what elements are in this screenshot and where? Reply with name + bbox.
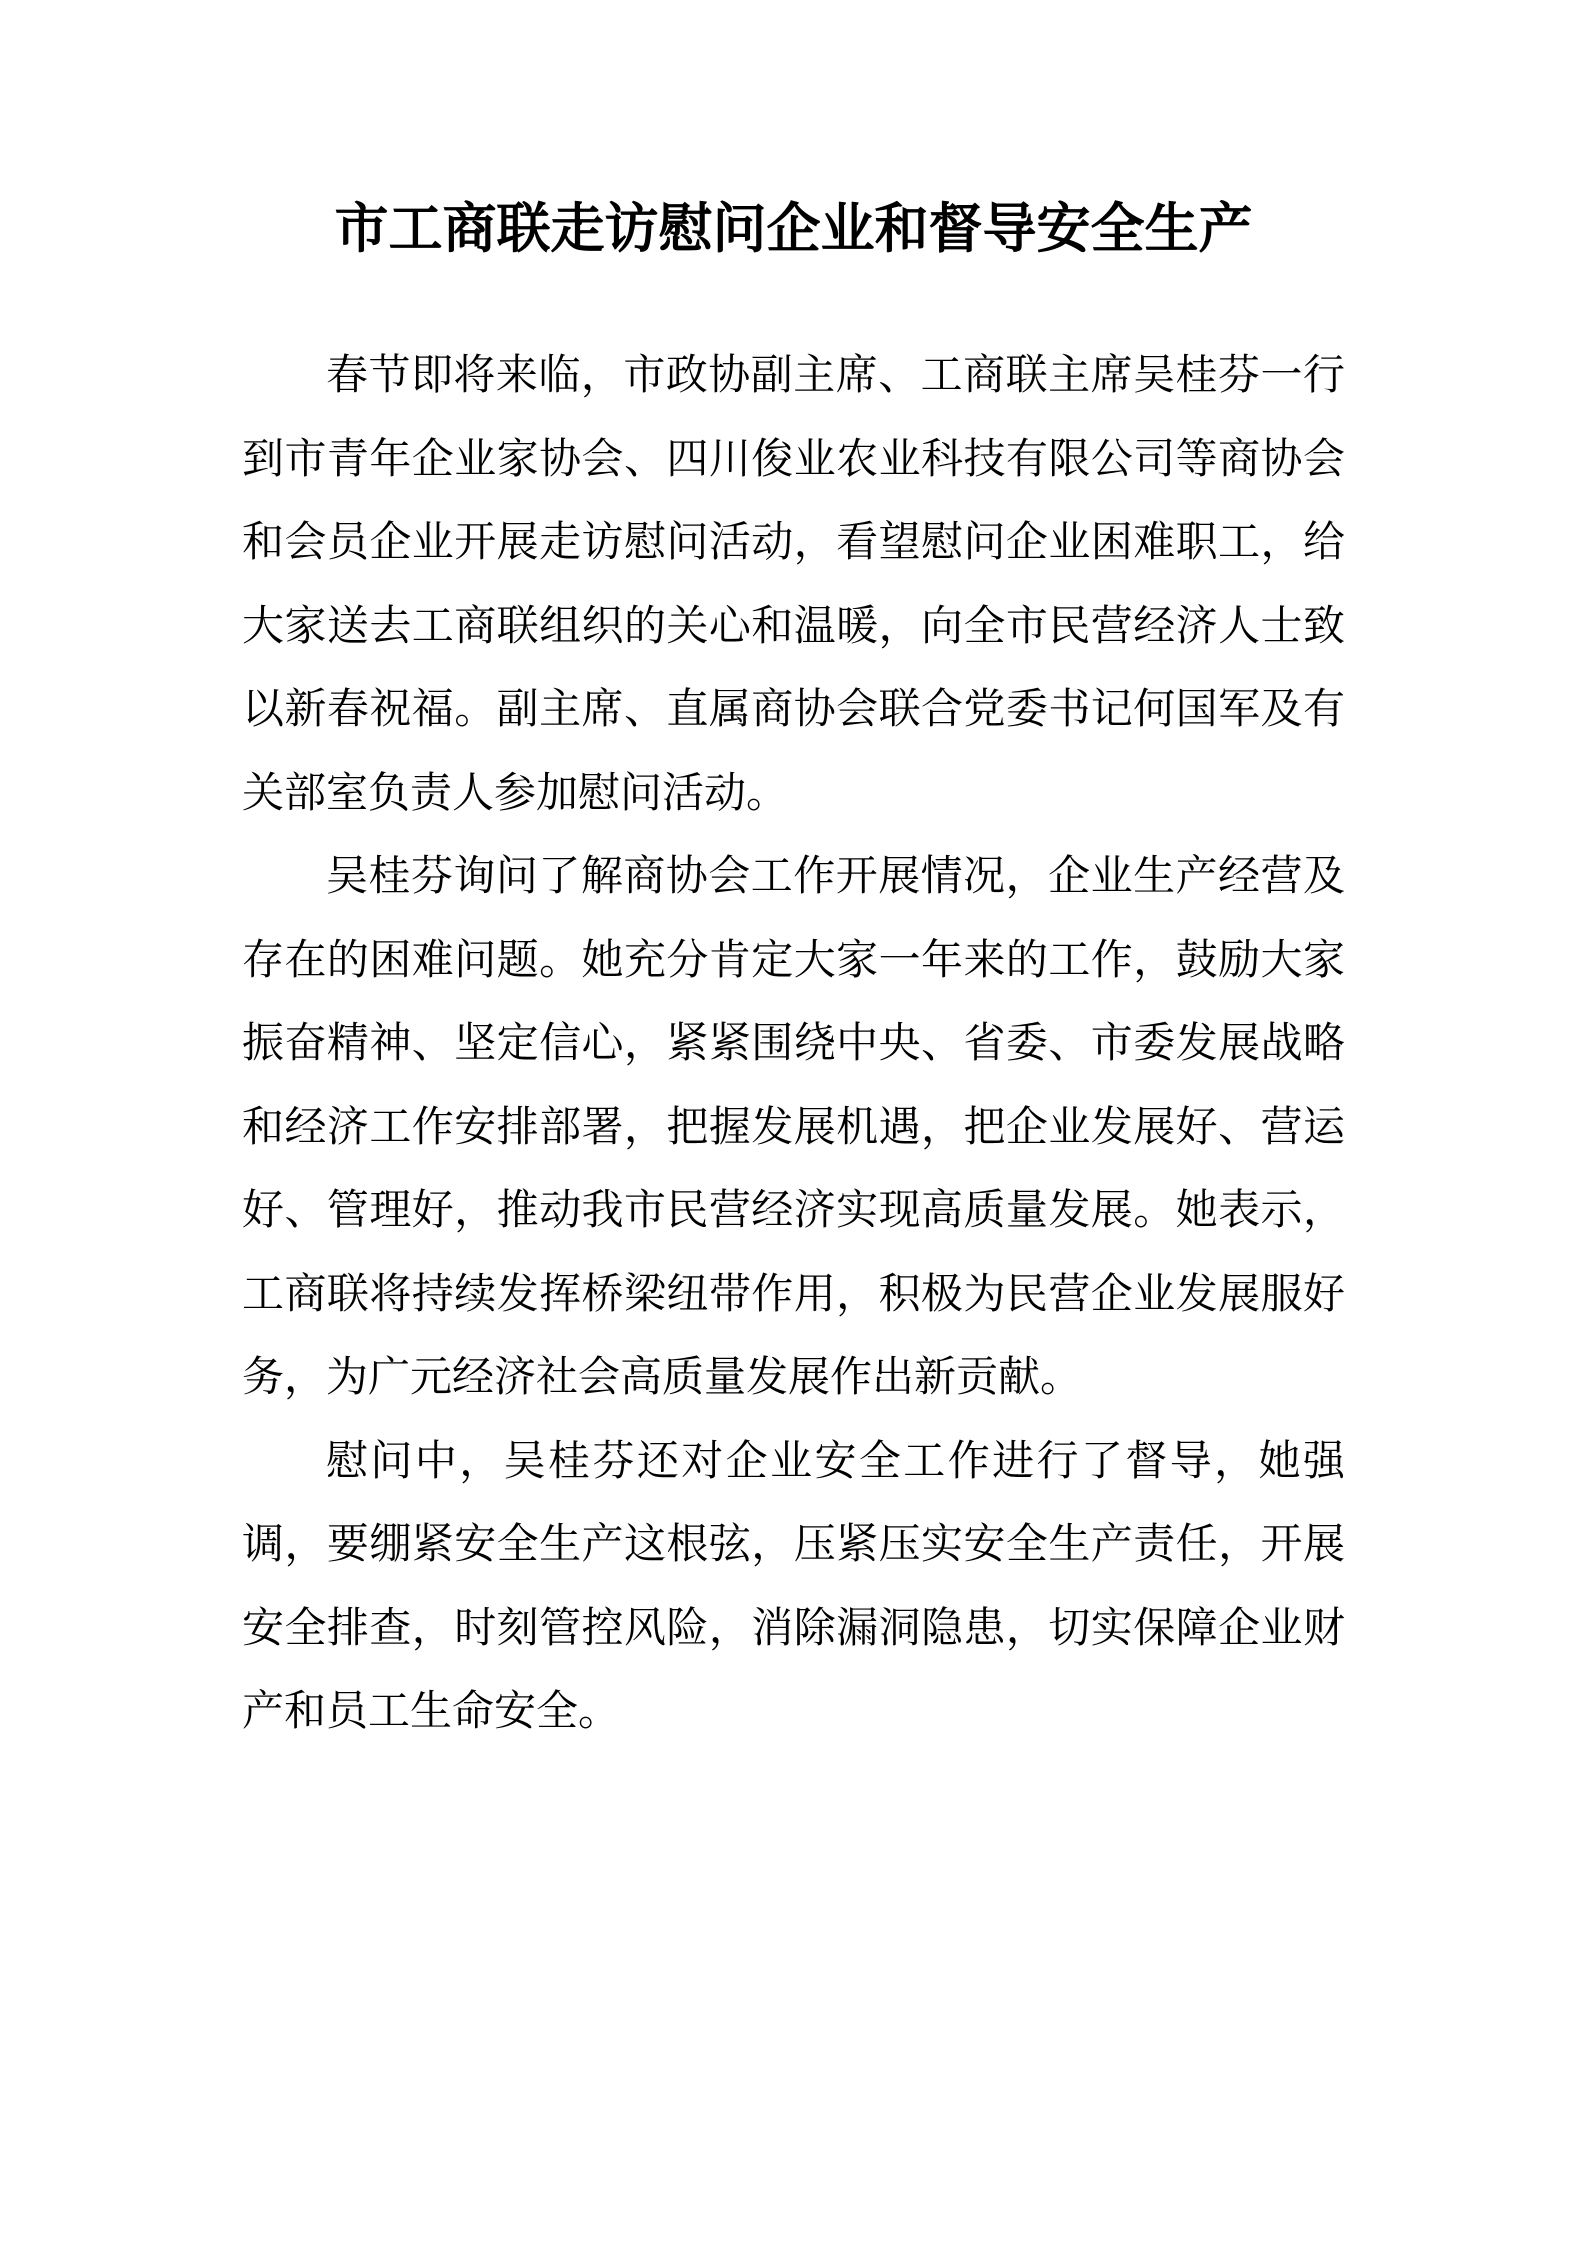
paragraph-2: 吴桂芬询问了解商协会工作开展情况，企业生产经营及存在的困难问题。她充分肯定大家一年来的工作，鼓励大家振奋精神、坚定信心，紧紧围绕中央、省委、市委发展战略和经济工作安排部署，把握发展机遇，把企业发展好、营运好、管理好，推动我市民营经济实现高质量发展。她表示，工商联将持续发挥桥梁纽带作用，积极为民营企业发展服好务，为广元经济社会高质量发展作出新贡献。 [242,851,1345,1401]
document-title: 市工商联走访慰问企业和督导安全生产 [334,196,1253,260]
paragraph-1: 春节即将来临，市政协副主席、工商联主席吴桂芬一行到市青年企业家协会、四川俊业农业科技有限公司等商协会和会员企业开展走访慰问活动，看望慰问企业困难职工，给大家送去工商联组织的关心和温暖，向全市民营经济人士致以新春祝福。副主席、直属商协会联合党委书记何国军及有关部室负责人参加慰问活动。 [242,350,1345,817]
paragraph-3: 慰问中，吴桂芬还对企业安全工作进行了督导，她强调，要绷紧安全生产这根弦，压紧压实安全生产责任，开展安全排查，时刻管控风险，消除漏洞隐患，切实保障企业财产和员工生命安全。 [242,1435,1345,1735]
document-body [242,333,1345,1753]
